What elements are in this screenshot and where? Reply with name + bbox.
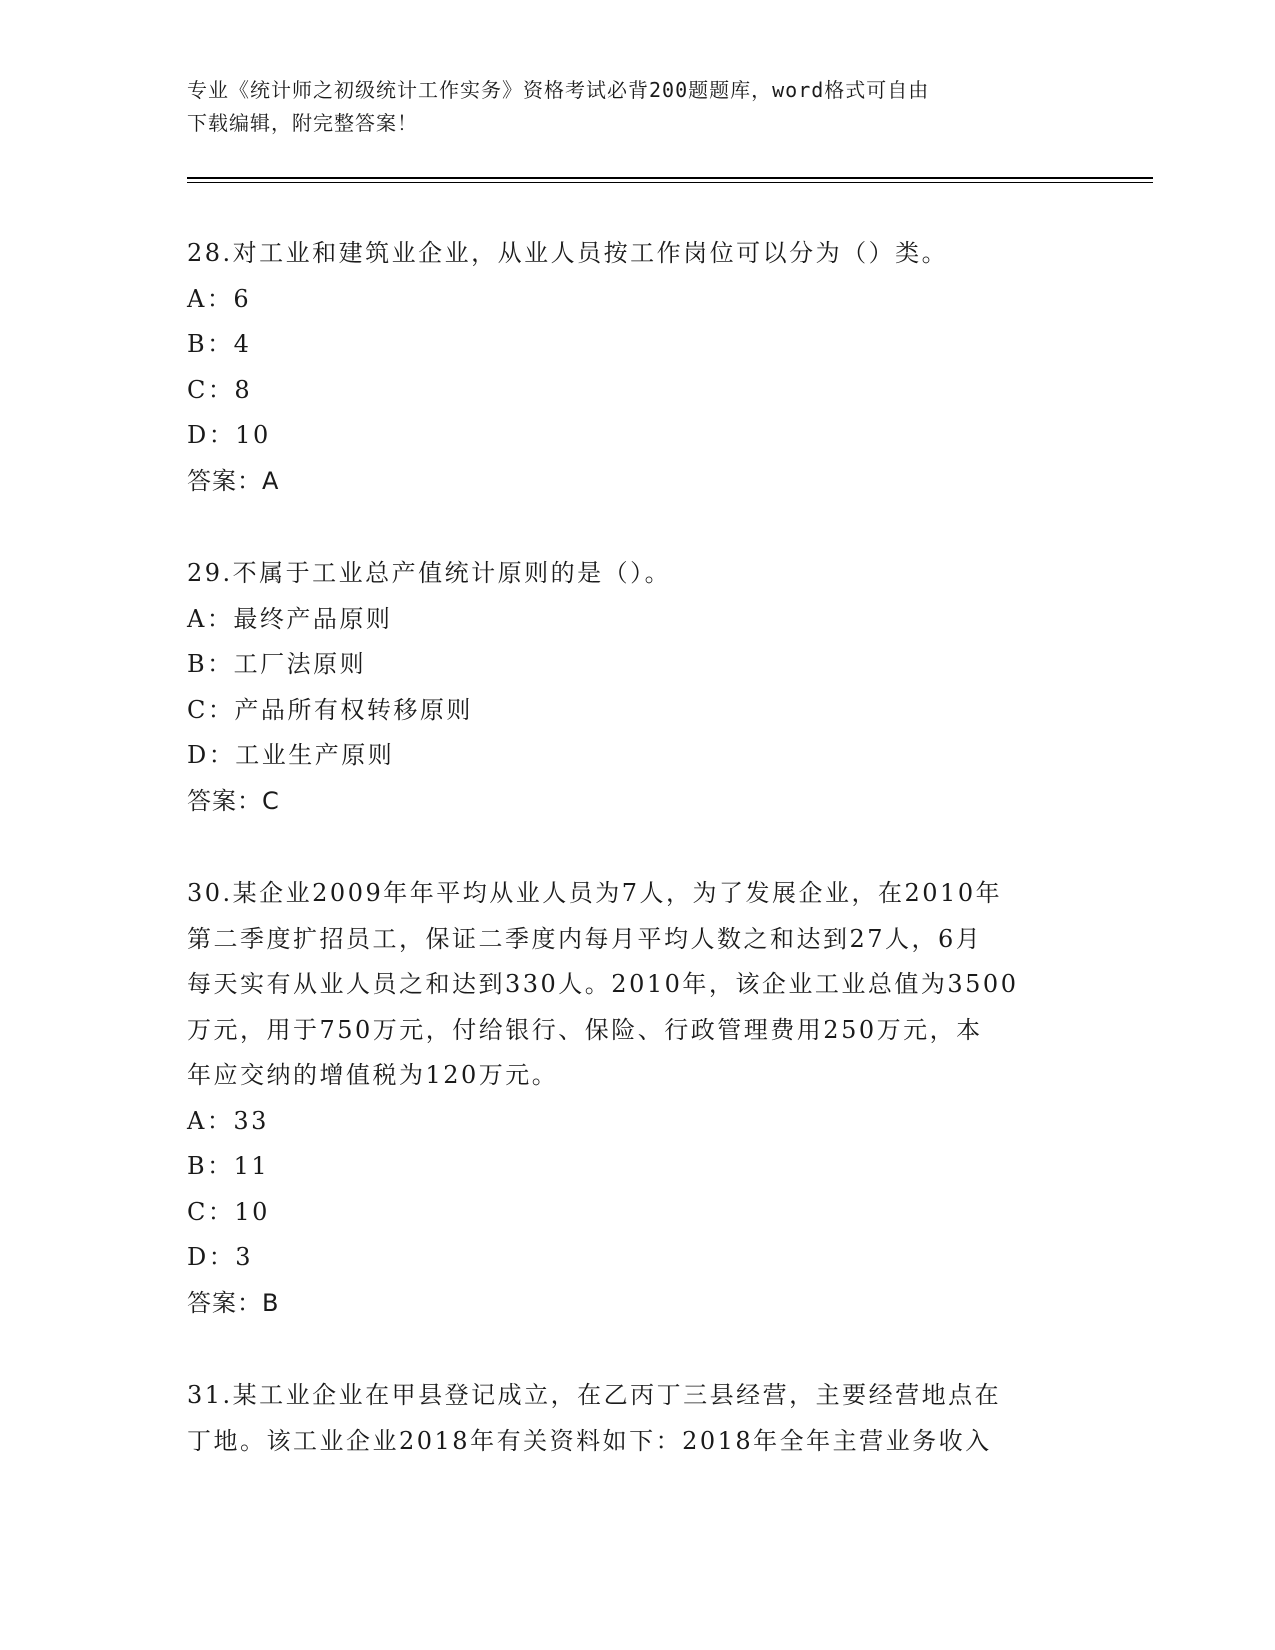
question-30 bbox=[187, 871, 1087, 1326]
option-b: B：4 bbox=[187, 330, 252, 358]
document-header bbox=[187, 74, 1087, 140]
question-stem: 万元，用于750万元，付给银行、保险、行政管理费用250万元，本 bbox=[187, 1015, 983, 1044]
option-a: A：33 bbox=[187, 1106, 269, 1135]
option-b: B：11 bbox=[187, 1152, 270, 1180]
question-stem: 每天实有从业人员之和达到330人。2010年，该企业工业总值为3500 bbox=[187, 970, 1019, 998]
question-stem: 28.对工业和建筑业企业，从业人员按工作岗位可以分为（）类。 bbox=[187, 239, 949, 267]
answer-label: 答案：C bbox=[187, 786, 280, 815]
option-a: A：最终产品原则 bbox=[187, 604, 393, 633]
header-divider bbox=[187, 182, 1153, 183]
option-d: D：3 bbox=[187, 1243, 254, 1271]
option-c: C：产品所有权转移原则 bbox=[187, 695, 473, 724]
question-stem: 第二季度扩招员工，保证二季度内每月平均人数之和达到27人，6月 bbox=[187, 924, 983, 953]
question-stem: 29.不属于工业总产值统计原则的是（）。 bbox=[187, 559, 672, 587]
header-line: 专业《统计师之初级统计工作实务》资格考试必背200题题库，word格式可自由 bbox=[187, 78, 930, 102]
option-b: B：工厂法原则 bbox=[187, 650, 367, 678]
option-c: C：8 bbox=[187, 375, 253, 404]
question-29 bbox=[187, 551, 1087, 824]
question-stem: 31.某工业企业在甲县登记成立，在乙丙丁三县经营，主要经营地点在 bbox=[187, 1381, 1002, 1409]
option-a: A：6 bbox=[187, 284, 252, 313]
answer-label: 答案：B bbox=[187, 1288, 280, 1317]
header-line: 下载编辑，附完整答案！ bbox=[187, 111, 418, 135]
question-stem: 30.某企业2009年年平均从业人员为7人，为了发展企业，在2010年 bbox=[187, 879, 1003, 907]
question-31 bbox=[187, 1373, 1087, 1464]
option-d: D：10 bbox=[187, 421, 271, 449]
question-stem: 丁地。该工业企业2018年有关资料如下：2018年全年主营业务收入 bbox=[187, 1426, 992, 1455]
answer-label: 答案：A bbox=[187, 466, 280, 495]
question-stem: 年应交纳的增值税为120万元。 bbox=[187, 1061, 559, 1089]
option-d: D：工业生产原则 bbox=[187, 741, 395, 769]
question-28 bbox=[187, 231, 1087, 504]
option-c: C：10 bbox=[187, 1197, 270, 1226]
header-divider bbox=[187, 177, 1153, 179]
